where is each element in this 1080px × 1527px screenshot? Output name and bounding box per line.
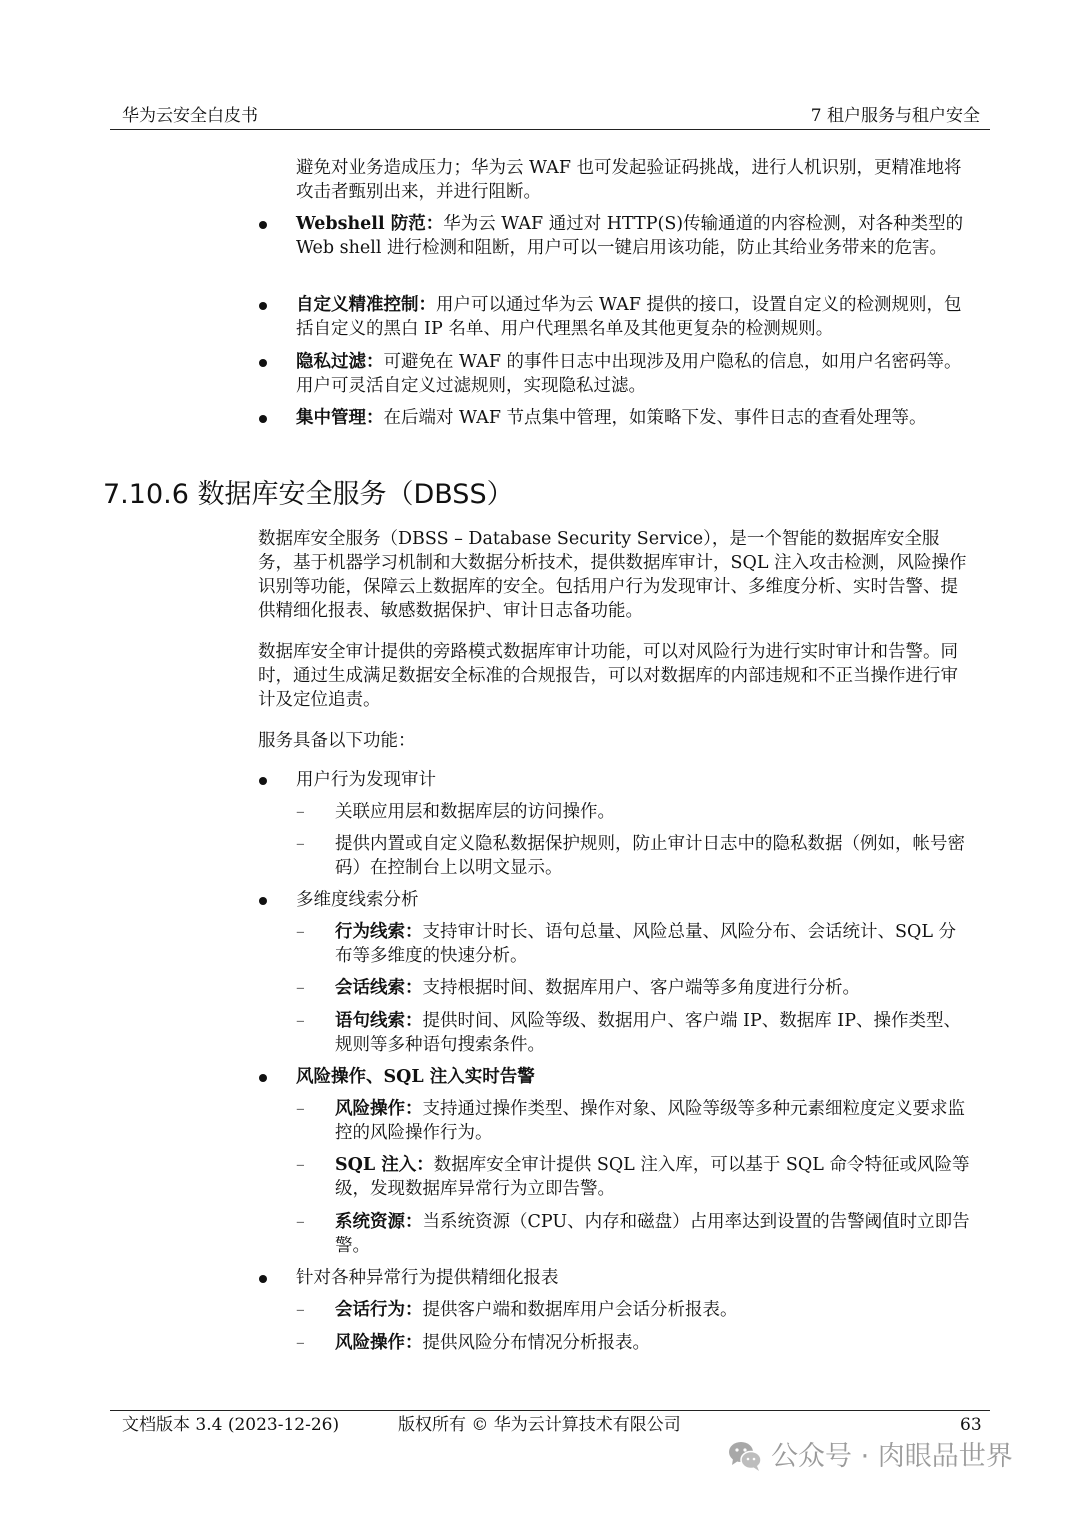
header-document-title: 华为云安全白皮书 (122, 106, 258, 126)
sub-list-item (335, 1153, 970, 1201)
sub-item-term: 会话线索： (335, 978, 423, 998)
sub-item-text: 提供内置或自定义隐私数据保护规则，防止审计日志中的隐私数据（例如，帐号密码）在控制台上以明文显示。 (335, 834, 965, 878)
sub-item-term: 会话行为： (335, 1300, 423, 1320)
bullet-icon (258, 1266, 270, 1278)
sub-item-text: 关联应用层和数据库层的访问操作。 (335, 802, 615, 822)
list-item-term: Webshell 防范： (296, 214, 444, 234)
dash-icon: – (296, 1155, 305, 1175)
feature-title: 用户行为发现审计 (296, 770, 436, 790)
dash-icon: – (296, 1300, 305, 1320)
feature-title: 多维度线索分析 (296, 890, 419, 910)
sub-list-item (335, 1210, 970, 1258)
features-heading: 服务具备以下功能： (258, 731, 416, 751)
footer-page-number: 63 (960, 1415, 982, 1435)
list-item (296, 212, 968, 260)
page-header (110, 104, 988, 128)
bullet-icon (258, 1065, 270, 1077)
list-item-text: 华为云 WAF 通过对 HTTP(S)传输通道的内容检测，对各种类型的 Web shell 进行检测和阻断，用户可以一键启用该功能，防止其给业务带来的危害。 (296, 214, 964, 258)
section-heading: 7.10.6 数据库安全服务（DBSS） (103, 479, 514, 510)
list-item-term: 集中管理： (296, 408, 384, 428)
dash-icon: – (296, 802, 305, 822)
sub-list-item (335, 976, 970, 1000)
watermark-text: 公众号 · 肉眼品世界 (771, 1441, 1013, 1472)
dash-icon: – (296, 1212, 305, 1232)
sub-list-item (335, 1009, 970, 1057)
dash-icon: – (296, 1011, 305, 1031)
sub-item-term: 风险操作： (335, 1099, 423, 1119)
sub-list-item (335, 800, 970, 824)
bullet-icon (258, 212, 270, 224)
dash-icon: – (296, 1333, 305, 1353)
sub-list-item (335, 832, 970, 880)
sub-list-item (335, 1298, 970, 1322)
list-item-term: 隐私过滤： (296, 352, 384, 372)
dash-icon: – (296, 922, 305, 942)
list-item-text: 在后端对 WAF 节点集中管理，如策略下发、事件日志的查看处理等。 (383, 408, 927, 428)
sub-item-text: 提供客户端和数据库用户会话分析报表。 (422, 1300, 738, 1320)
bullet-icon (258, 888, 270, 900)
sub-item-text: 支持通过操作类型、操作对象、风险等级等多种元素细粒度定义要求监控的风险操作行为。 (335, 1099, 965, 1143)
sub-item-text: 数据库安全审计提供 SQL 注入库，可以基于 SQL 命令特征或风险等级，发现数据库异常行为立即告警。 (335, 1155, 970, 1199)
sub-item-term: 行为线索： (335, 922, 423, 942)
list-item-text: 可避免在 WAF 的事件日志中出现涉及用户隐私的信息，如用户名密码等。用户可灵活自定义过滤规则，实现隐私过滤。 (296, 352, 962, 396)
sub-list-item (335, 920, 970, 968)
list-item-text: 用户可以通过华为云 WAF 提供的接口，设置自定义的检测规则，包括自定义的黑白 IP 名单、用户代理黑名单及其他更复杂的检测规则。 (296, 295, 962, 339)
sub-item-term: SQL 注入： (335, 1155, 434, 1175)
section-paragraph: 数据库安全服务（DBSS – Database Security Service），是一个智能的数据库安全服务，基于机器学习机制和大数据分析技术，提供数据库审计，SQL 注入攻击检测，风险操作识别等功能，保障云上数据库的安全。包括用户行为发现审计、多维度分析、实时告警、提供精细化报表、敏感数据保护、审计日志备功能。 (258, 529, 967, 621)
bullet-icon (258, 406, 270, 418)
footer-copyright: 版权所有 © 华为云计算技术有限公司 (398, 1415, 681, 1435)
sub-item-text: 提供风险分布情况分析报表。 (422, 1333, 650, 1353)
sub-item-term: 风险操作： (335, 1333, 423, 1353)
sub-item-term: 系统资源： (335, 1212, 423, 1232)
sub-item-text: 提供时间、风险等级、数据用户、客户端 IP、数据库 IP、操作类型、规则等多种语句搜索条件。 (335, 1011, 961, 1055)
dash-icon: – (296, 1099, 305, 1119)
watermark (727, 1436, 1057, 1478)
list-item (296, 406, 968, 430)
sub-list-item (335, 1331, 970, 1355)
sub-item-text: 支持审计时长、语句总量、风险总量、风险分布、会话统计、SQL 分布等多维度的快速分析。 (335, 922, 957, 966)
bullet-icon (258, 350, 270, 362)
continuation-paragraph: 避免对业务造成压力；华为云 WAF 也可发起验证码挑战，进行人机识别，更精准地将攻击者甄别出来，并进行阻断。 (296, 158, 962, 202)
list-item-term: 自定义精准控制： (296, 295, 436, 315)
section-paragraph: 数据库安全审计提供的旁路模式数据库审计功能，可以对风险行为进行实时审计和告警。同时，通过生成满足数据安全标准的合规报告，可以对数据库的内部违规和不正当操作进行审计及定位追责。 (258, 642, 958, 710)
dash-icon: – (296, 978, 305, 998)
wechat-icon (727, 1440, 763, 1472)
list-item (296, 350, 968, 398)
sub-item-text: 当系统资源（CPU、内存和磁盘）占用率达到设置的告警阈值时立即告警。 (335, 1212, 970, 1256)
sub-list-item (335, 1097, 970, 1145)
header-divider (110, 129, 990, 130)
bullet-icon (258, 768, 270, 780)
list-item (296, 293, 968, 341)
sub-item-text: 支持根据时间、数据库用户、客户端等多角度进行分析。 (422, 978, 860, 998)
header-chapter-title: 7 租户服务与租户安全 (810, 106, 980, 126)
bullet-icon (258, 293, 270, 305)
feature-title: 针对各种异常行为提供精细化报表 (296, 1268, 559, 1288)
feature-title: 风险操作、SQL 注入实时告警 (296, 1067, 535, 1087)
footer-divider (110, 1410, 990, 1411)
dash-icon: – (296, 834, 305, 854)
footer-version: 文档版本 3.4 (2023-12-26) (122, 1415, 340, 1435)
sub-item-term: 语句线索： (335, 1011, 423, 1031)
